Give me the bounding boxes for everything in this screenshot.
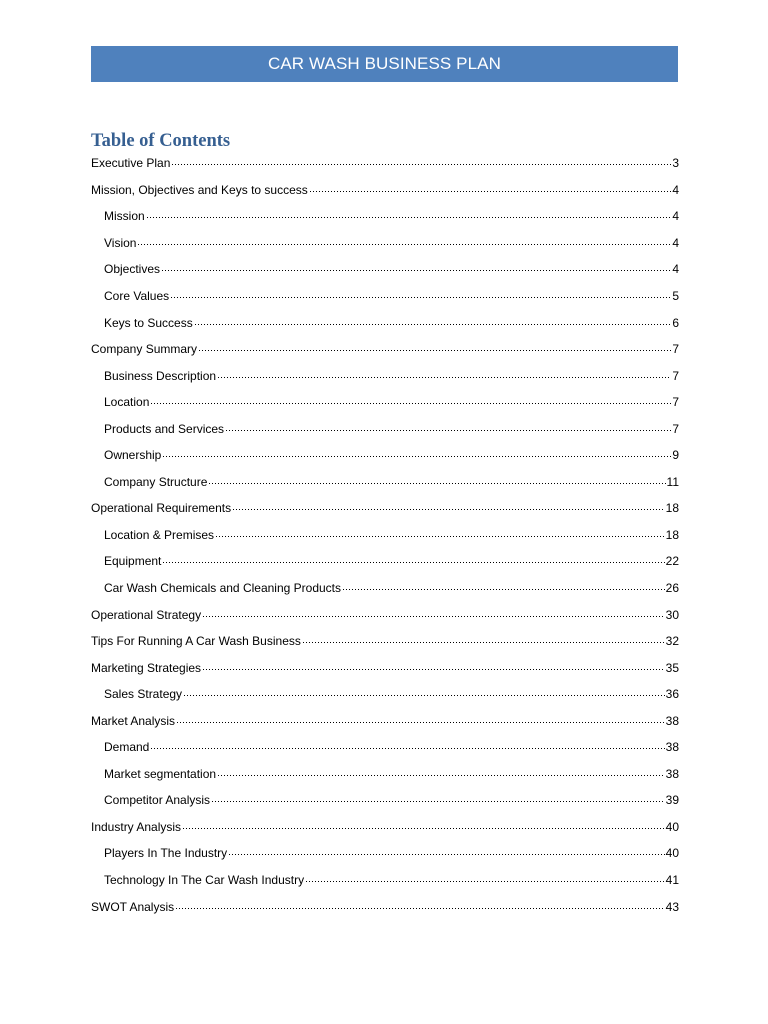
toc-entry[interactable] [91, 336, 679, 363]
toc-entry-label: Company Structure [104, 474, 208, 489]
toc-entry[interactable] [91, 283, 679, 310]
toc-dot-leader [183, 690, 665, 701]
title-banner [91, 46, 678, 82]
toc-entry-label: Car Wash Chemicals and Cleaning Products [104, 581, 341, 596]
toc-entry-label: Equipment [104, 554, 162, 569]
toc-entry[interactable] [91, 601, 679, 628]
toc-entry[interactable] [91, 203, 679, 230]
toc-entry-page-number: 3 [672, 156, 679, 171]
toc-entry-label: Operational Strategy [91, 607, 202, 622]
toc-entry[interactable] [91, 893, 679, 920]
toc-entry[interactable] [91, 575, 679, 602]
toc-entry-label: Executive Plan [91, 156, 171, 171]
toc-entry-label: Location & Premises [104, 527, 215, 542]
toc-entry[interactable] [91, 548, 679, 575]
toc-dot-leader [208, 478, 665, 489]
toc-entry[interactable] [91, 814, 679, 841]
toc-entry-label: Demand [104, 740, 150, 755]
toc-entry-page-number: 40 [665, 846, 679, 861]
toc-entry-page-number: 30 [665, 607, 679, 622]
toc-dot-leader [171, 159, 671, 170]
toc-entry[interactable] [91, 867, 679, 894]
toc-entry-label: Mission [104, 209, 145, 224]
toc-entry-page-number: 26 [665, 581, 679, 596]
toc-entry-page-number: 6 [672, 315, 679, 330]
toc-dot-leader [175, 903, 665, 914]
toc-entry-label: Technology In The Car Wash Industry [104, 873, 305, 888]
toc-dot-leader [217, 770, 665, 781]
toc-entry[interactable] [91, 150, 679, 177]
toc-entry[interactable] [91, 522, 679, 549]
toc-dot-leader [162, 557, 664, 568]
toc-entry-label: SWOT Analysis [91, 899, 175, 914]
toc-entry[interactable] [91, 309, 679, 336]
toc-entry-label: Keys to Success [104, 315, 193, 330]
toc-dot-leader [150, 743, 664, 754]
toc-entry-label: Market segmentation [104, 766, 217, 781]
toc-entry-label: Ownership [104, 448, 162, 463]
toc-dot-leader [302, 637, 665, 648]
toc-entry-page-number: 35 [665, 660, 679, 675]
toc-entry[interactable] [91, 628, 679, 655]
toc-dot-leader [225, 425, 671, 436]
toc-entry-label: Mission, Objectives and Keys to success [91, 182, 308, 197]
document-title: CAR WASH BUSINESS PLAN [267, 54, 501, 73]
toc-entry[interactable] [91, 256, 679, 283]
toc-entry-page-number: 36 [665, 687, 679, 702]
toc-entry-label: Industry Analysis [91, 819, 182, 834]
toc-entry[interactable] [91, 442, 679, 469]
toc-dot-leader [202, 664, 665, 675]
toc-dot-leader [305, 876, 665, 887]
toc-entry[interactable] [91, 362, 679, 389]
toc-entry-label: Business Description [104, 368, 217, 383]
table-of-contents [91, 150, 679, 920]
toc-entry[interactable] [91, 681, 679, 708]
toc-dot-leader [170, 292, 671, 303]
toc-entry-label: Sales Strategy [104, 687, 183, 702]
toc-dot-leader [215, 531, 665, 542]
toc-entry[interactable] [91, 230, 679, 257]
toc-entry[interactable] [91, 734, 679, 761]
toc-entry-page-number: 7 [672, 342, 679, 357]
toc-dot-leader [162, 451, 671, 462]
toc-dot-leader [161, 265, 671, 276]
toc-dot-leader [194, 319, 672, 330]
toc-entry[interactable] [91, 761, 679, 788]
toc-entry-label: Competitor Analysis [104, 793, 211, 808]
toc-dot-leader [176, 717, 665, 728]
toc-entry-label: Vision [104, 235, 137, 250]
toc-entry-page-number: 5 [672, 289, 679, 303]
toc-entry-page-number: 9 [672, 448, 679, 463]
toc-dot-leader [198, 345, 671, 356]
toc-entry-label: Market Analysis [91, 713, 176, 728]
toc-dot-leader [342, 584, 665, 595]
toc-entry-page-number: 18 [665, 501, 679, 516]
toc-entry-page-number: 11 [666, 474, 679, 489]
toc-entry-page-number: 22 [665, 554, 679, 569]
toc-entry-page-number: 38 [665, 766, 679, 781]
toc-dot-leader [146, 212, 672, 223]
toc-entry-page-number: 38 [665, 740, 679, 755]
toc-entry-page-number: 39 [665, 793, 679, 808]
toc-entry-page-number: 7 [672, 368, 679, 383]
toc-entry[interactable] [91, 787, 679, 814]
toc-entry-label: Marketing Strategies [91, 660, 202, 675]
toc-entry-page-number: 4 [672, 209, 679, 224]
toc-entry-label: Operational Requirements [91, 501, 232, 516]
toc-dot-leader [211, 796, 665, 807]
toc-entry-page-number: 7 [672, 395, 679, 410]
toc-entry-page-number: 7 [672, 421, 679, 436]
toc-entry-label: Tips For Running A Car Wash Business [91, 634, 301, 649]
toc-entry[interactable] [91, 707, 679, 734]
toc-dot-leader [309, 186, 672, 197]
toc-entry[interactable] [91, 177, 679, 204]
toc-dot-leader [232, 504, 665, 515]
toc-entry[interactable] [91, 469, 679, 496]
toc-entry-label: Products and Services [104, 421, 225, 436]
toc-entry[interactable] [91, 495, 679, 522]
toc-entry-page-number: 4 [672, 262, 679, 277]
toc-entry[interactable] [91, 415, 679, 442]
toc-entry-page-number: 18 [665, 527, 679, 542]
toc-dot-leader [182, 823, 665, 834]
toc-entry-page-number: 4 [672, 235, 679, 250]
toc-entry[interactable] [91, 389, 679, 416]
toc-entry-label: Core Values [104, 289, 170, 303]
toc-entry-label: Objectives [104, 262, 161, 277]
toc-dot-leader [228, 849, 664, 860]
toc-dot-leader [202, 611, 665, 622]
toc-entry-page-number: 41 [665, 873, 679, 888]
toc-entry-label: Players In The Industry [104, 846, 228, 861]
toc-entry[interactable] [91, 654, 679, 681]
toc-entry-page-number: 32 [665, 634, 679, 649]
toc-entry-page-number: 38 [665, 713, 679, 728]
toc-entry-page-number: 43 [665, 899, 679, 914]
toc-entry-page-number: 4 [672, 182, 679, 197]
toc-dot-leader [137, 239, 671, 250]
toc-dot-leader [217, 372, 671, 383]
toc-dot-leader [150, 398, 671, 409]
toc-heading: Table of Contents [91, 131, 231, 151]
toc-entry-label: Company Summary [91, 342, 198, 357]
toc-entry-label: Location [104, 395, 150, 410]
toc-entry[interactable] [91, 840, 679, 867]
toc-entry-page-number: 40 [665, 819, 679, 834]
